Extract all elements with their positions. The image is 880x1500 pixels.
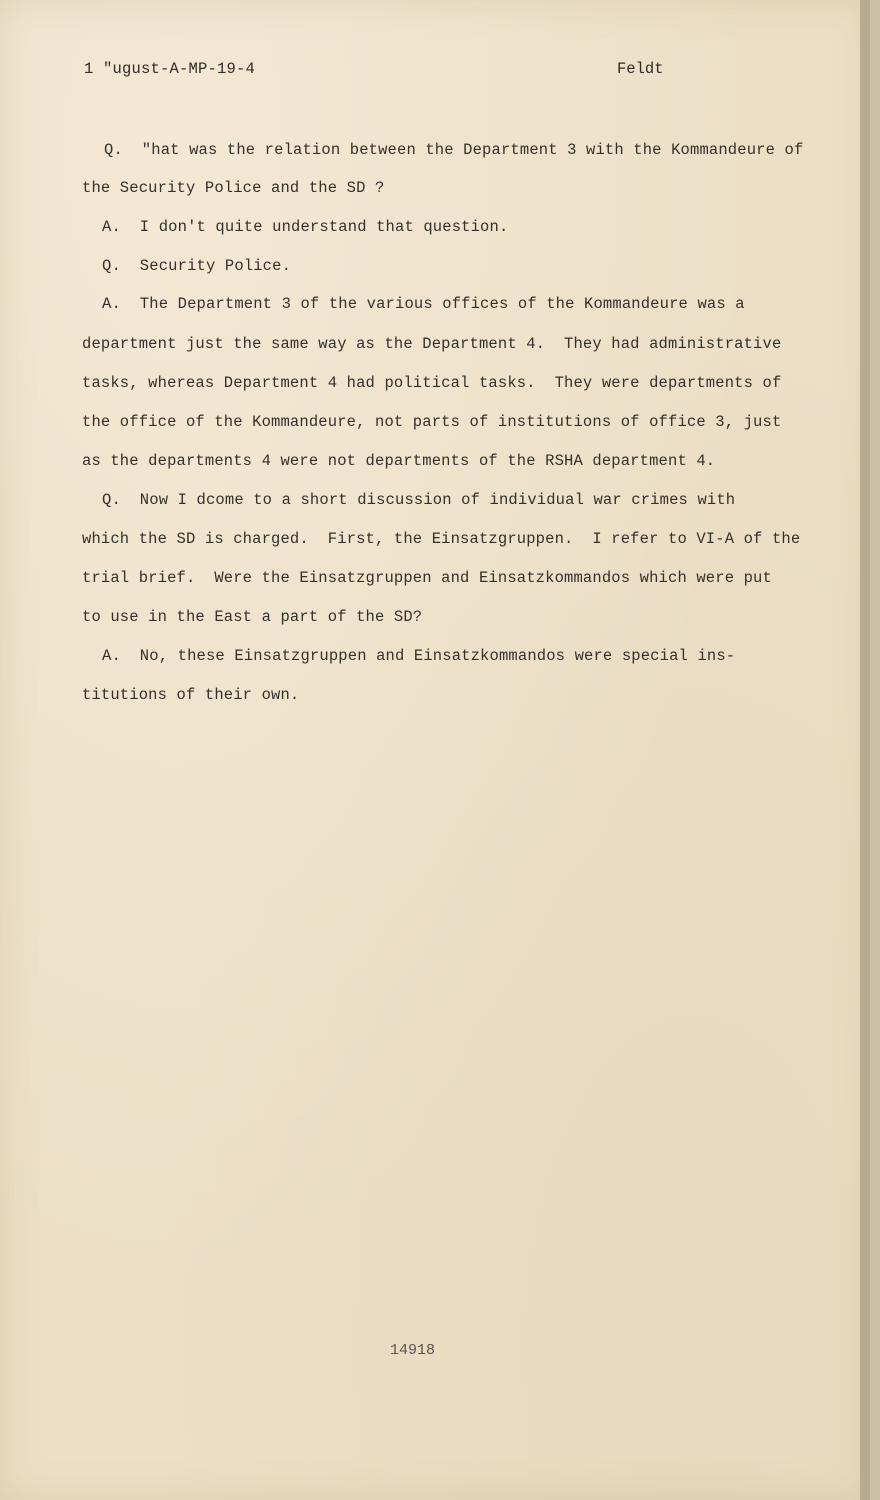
page-edge	[860, 0, 870, 1500]
transcript-line: which the SD is charged. First, the Einsatzgruppen. I refer to VI-A of the	[82, 530, 801, 548]
transcript-line: Q. Now I dcome to a short discussion of individual war crimes with	[102, 491, 736, 509]
transcript-line: trial brief. Were the Einsatzgruppen and Einsatzkommandos which were put	[82, 569, 772, 587]
transcript-line: Q. "hat was the relation between the Department 3 with the Kommandeure of	[104, 141, 804, 159]
transcript-line: Q. Security Police.	[102, 257, 292, 275]
transcript-line: tasks, whereas Department 4 had political tasks. They were departments of	[82, 374, 782, 392]
transcript-line: the Security Police and the SD ?	[82, 179, 385, 197]
transcript-line: department just the same way as the Department 4. They had administrative	[82, 335, 782, 353]
witness-name: Feldt	[617, 60, 664, 78]
transcript-line: as the departments 4 were not departments of the RSHA department 4.	[82, 452, 716, 470]
transcript-line: A. No, these Einsatzgruppen and Einsatzkommandos were special ins-	[102, 647, 736, 665]
document-reference: 1 "ugust-A-MP-19-4	[84, 60, 256, 78]
transcript-line: the office of the Kommandeure, not parts of institutions of office 3, just	[82, 413, 782, 431]
page-number: 14918	[390, 1342, 436, 1359]
transcript-line: titutions of their own.	[82, 686, 300, 704]
transcript-line: A. The Department 3 of the various offices of the Kommandeure was a	[102, 295, 745, 313]
transcript-line: A. I don't quite understand that question.	[102, 218, 509, 236]
transcript-line: to use in the East a part of the SD?	[82, 608, 423, 626]
